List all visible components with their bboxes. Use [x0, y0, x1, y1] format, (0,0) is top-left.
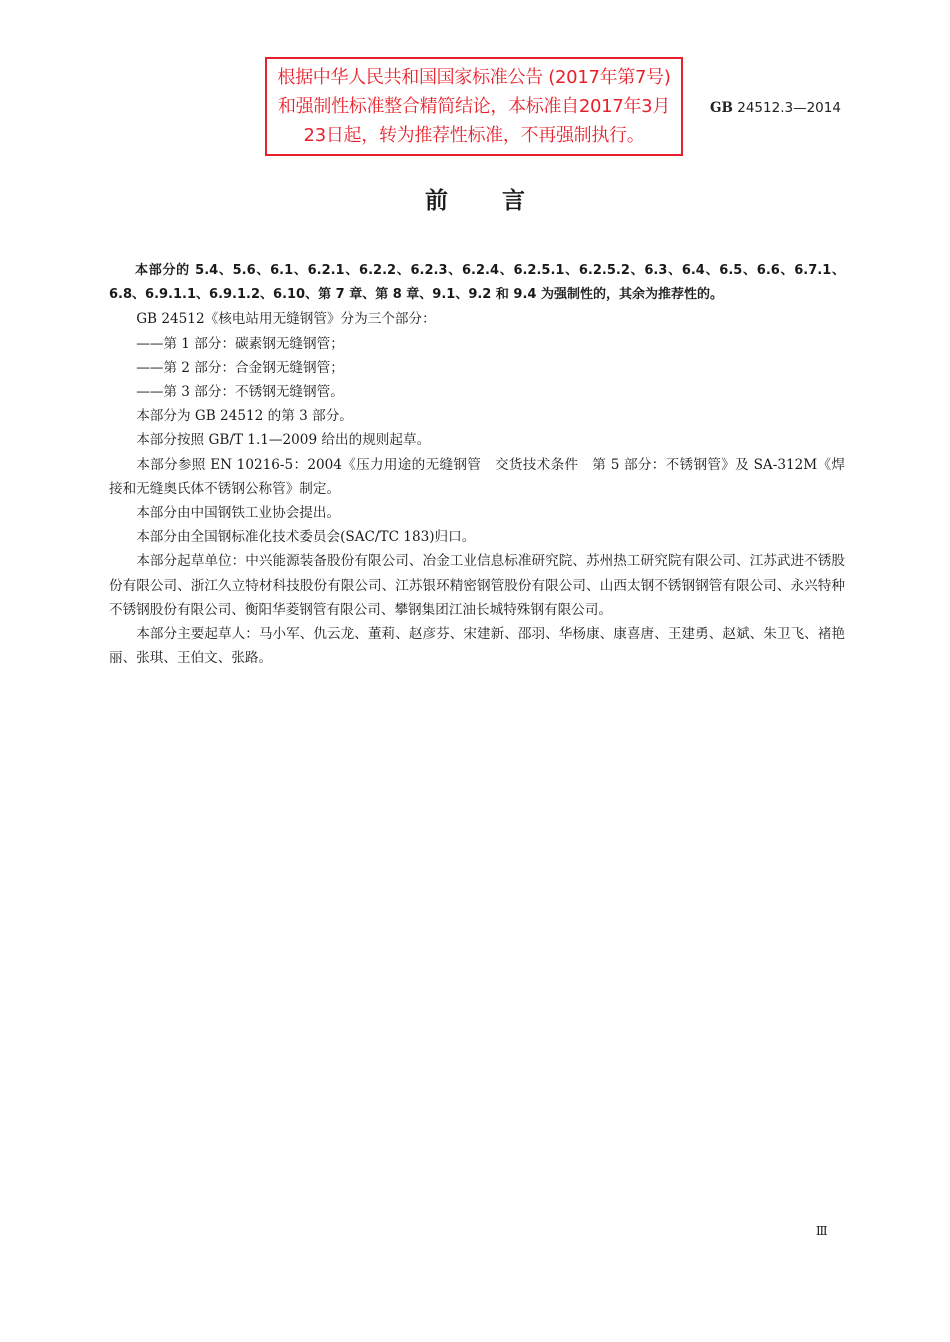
- page-title: 前言: [425, 188, 579, 214]
- reference-standards-paragraph: 本部分参照 EN 10216-5：2004《压力用途的无缝钢管 交货技术条件 第 5 部分：不锈钢管》及 SA-312M《焊接和无缝奥氏体不锈钢公称管》制定。: [109, 456, 845, 497]
- mandatory-clauses-paragraph: 本部分的 5.4、5.6、6.1、6.2.1、6.2.2、6.2.3、6.2.4、6.2.5.1、6.2.5.2、6.3、6.4、6.5、6.6、6.7.1、6.8、6.9.1.1、6.9.1.2、6.10、第 7 章、第 8 章、9.1、9.2 和 9.4 为强制性的，其余为推荐性的。: [109, 263, 845, 303]
- this-part-paragraph: 本部分为 GB 24512 的第 3 部分。: [136, 408, 353, 425]
- drafters-paragraph: 本部分主要起草人：马小军、仇云龙、董莉、赵彦芬、宋建新、邵羽、华杨康、康喜唐、王建勇、赵斌、朱卫飞、褚艳丽、张琪、王伯文、张路。: [109, 626, 845, 667]
- part-3-item: ——第 3 部分：不锈钢无缝钢管。: [136, 384, 344, 401]
- repeal-notice-text: 根据中华人民共和国国家标准公告 (2017年第7号) 和强制性标准整合精简结论，本标准自2017年3月23日起，转为推荐性标准，不再强制执行。: [277, 67, 671, 146]
- page-number: Ⅲ: [816, 1224, 828, 1238]
- standard-code: [710, 100, 841, 116]
- part-1-item: ——第 1 部分：碳素钢无缝钢管；: [136, 335, 344, 352]
- part-2-item: ——第 2 部分：合金钢无缝钢管；: [136, 359, 344, 376]
- drafting-rules-paragraph: 本部分按照 GB/T 1.1—2009 给出的规则起草。: [136, 432, 431, 449]
- drafting-units-paragraph: 本部分起草单位：中兴能源装备股份有限公司、冶金工业信息标准研究院、苏州热工研究院有限公司、江苏武进不锈股份有限公司、浙江久立特材科技股份有限公司、江苏银环精密钢管股份有限公司、山西太钢不锈钢钢管有限公司、永兴特种不锈钢股份有限公司、衡阳华菱钢管有限公司、攀钢集团江油长城特殊钢有限公司。: [109, 553, 845, 618]
- parts-intro-paragraph: GB 24512《核电站用无缝钢管》分为三个部分：: [136, 311, 436, 328]
- standard-code-prefix: GB: [710, 100, 733, 116]
- proposer-paragraph: 本部分由中国钢铁工业协会提出。: [136, 505, 341, 522]
- repeal-notice-box: [265, 57, 683, 156]
- standard-code-number: 24512.3—2014: [732, 100, 841, 116]
- foreword-body: [109, 259, 845, 670]
- committee-paragraph: 本部分由全国钢标准化技术委员会(SAC/TC 183)归口。: [136, 529, 476, 546]
